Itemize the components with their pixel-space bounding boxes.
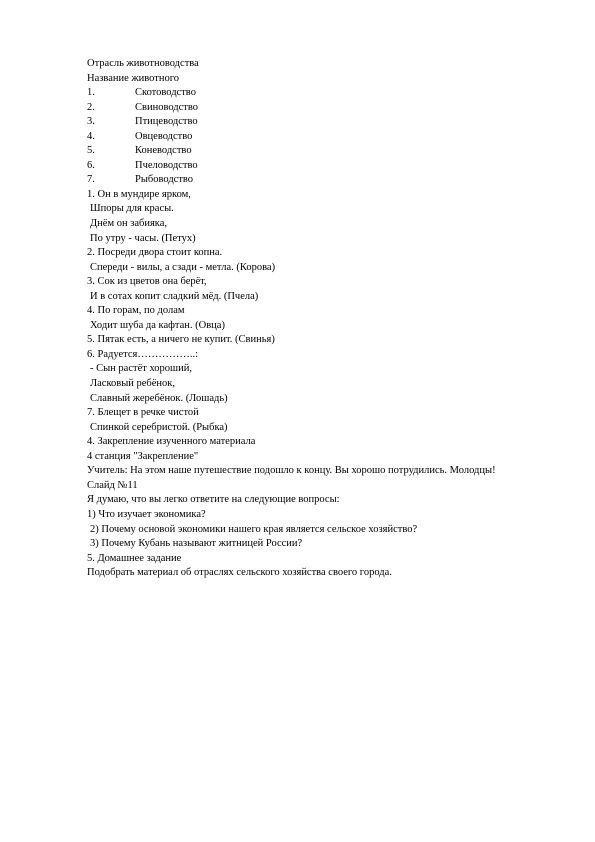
list-item: 4. Овцеводство [87,130,193,142]
riddle-line: Спереди - вилы, а сзади - метла. (Корова) [90,261,276,273]
riddle-line: 5. Пятак есть, а ничего не купит. (Свинья) [87,334,275,346]
heading-animal-name: Название животного [87,72,180,84]
questions-intro: Я думаю, что вы легко ответите на следующие вопросы: [87,494,340,506]
riddle-line: Спинкой серебристой. (Рыбка) [90,421,228,433]
riddle-line: 2. Посреди двора стоит копна. [87,247,223,259]
riddle-line: И в сотах копит сладкий мёд. (Пчела) [90,290,259,302]
riddle-line: Славный жеребёнок. (Лошадь) [90,392,228,404]
riddle-line: Шпоры для красы. [90,203,174,215]
question-item: 1) Что изучает экономика? [87,508,206,520]
riddle-line: Ходит шуба да кафтан. (Овца) [90,319,225,331]
homework-text: Подобрать материал об отраслях сельского хозяйства своего города. [87,567,392,579]
list-item: 5. Коневодство [87,145,192,157]
teacher-remark: Учитель: На этом наше путешествие подошло к концу. Вы хорошо потрудились. Молодцы! [87,465,496,477]
document-text [87,57,567,581]
riddle-line: По утру - часы. (Петух) [90,232,196,244]
list-item: 7. Рыбоводство [87,174,194,186]
riddle-line: 1. Он в мундире ярком, [87,188,191,200]
list-item: 6. Пчеловодство [87,159,198,171]
riddle-line: 6. Радуется……………..: [87,348,198,360]
section-homework: 5. Домашнее задание [87,552,182,564]
riddle-line: 4. По горам, по долам [87,305,185,317]
list-item: 1. Скотоводство [87,87,196,99]
section-consolidation: 4. Закрепление изученного материала [87,436,256,448]
riddle-line: - Сын растёт хороший, [90,363,193,375]
riddle-line: Днём он забияка, [90,218,168,230]
riddle-line: Ласковый ребёнок, [90,378,176,390]
riddle-line: 3. Сок из цветов она берёт, [87,276,207,288]
riddle-line: 7. Блещет в речке чистой [87,407,199,419]
question-item: 3) Почему Кубань называют житницей России? [90,538,303,550]
list-item: 2. Свиноводство [87,101,199,113]
slide-label: Слайд №11 [87,479,138,491]
list-item: 3. Птицеводство [87,116,198,128]
question-item: 2) Почему основой экономики нашего края является сельское хозяйство? [90,523,418,535]
heading-livestock: Отрасль животноводства [87,58,199,69]
station-title: 4 станция "Закрепление" [87,450,199,462]
